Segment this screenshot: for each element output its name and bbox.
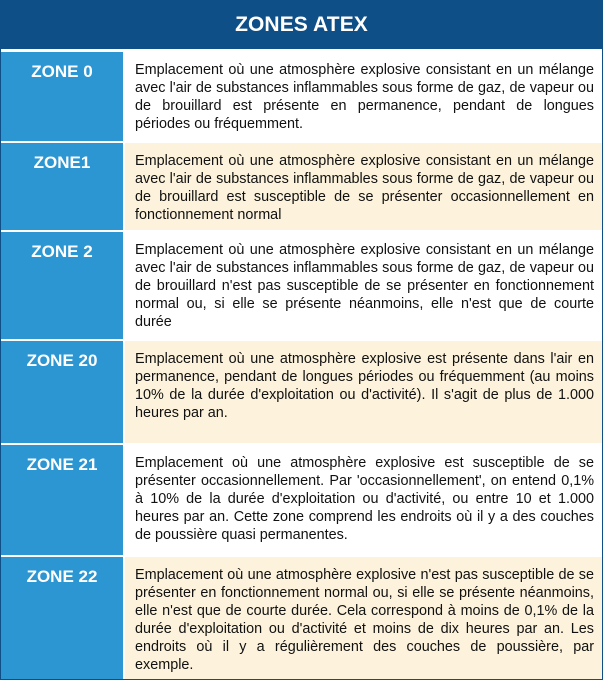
zone-label: ZONE 0: [1, 52, 125, 141]
table-row-zone-21: [1, 443, 602, 555]
table-title: ZONES ATEX: [1, 1, 602, 52]
zone-label: ZONE1: [1, 143, 125, 230]
table-body: [1, 52, 602, 679]
zone-description: Emplacement où une atmosphère explosive consistant en un mélange avec l'air de substances inflammables sous forme de gaz, de vapeur ou de brouillard n'est pas susceptible de se présenter en fonctionnement normal ou, si elle se présente néanmoins, elle n'est que de courte durée: [125, 232, 602, 339]
table-row-zone-20: [1, 339, 602, 443]
zone-description: Emplacement où une atmosphère explosive n'est pas susceptible de se présenter en fonctionnement normal ou, si elle se présente néanmoins, elle n'est que de courte durée. Cela correspond à moins de 0,1% de la durée d'exploitation ou d'activité et moins de dix heures par an. Les endroits où il y a régulièrement des couches de poussière, par exemple.: [125, 557, 602, 679]
table-row-zone-1: [1, 141, 602, 230]
zone-description: Emplacement où une atmosphère explosive consistant en un mélange avec l'air de substances inflammables sous forme de gaz, de vapeur ou de brouillard est susceptible de se présenter occasionnellement en fonctionnement normal: [125, 143, 602, 230]
table-row-zone-2: [1, 230, 602, 339]
table-row-zone-0: [1, 52, 602, 141]
zone-description: Emplacement où une atmosphère explosive est présente dans l'air en permanence, pendant de longues périodes ou fréquemment (au moins 10% de la durée d'exploitation ou d'activité). Il s'agit de plus de 1.000 heures par an.: [125, 341, 602, 443]
zone-label: ZONE 20: [1, 341, 125, 443]
table-row-zone-22: [1, 555, 602, 679]
zone-description: Emplacement où une atmosphère explosive consistant en un mélange avec l'air de substances inflammables sous forme de gaz, de vapeur ou de brouillard est présente en permanence, pendant de longues périodes ou fréquemment.: [125, 52, 602, 141]
zone-label: ZONE 21: [1, 445, 125, 555]
zone-label: ZONE 2: [1, 232, 125, 339]
zone-description: Emplacement où une atmosphère explosive est susceptible de se présenter occasionnellement. Par 'occasionnellement', on entend 0,1% à 10% de la durée d'exploitation ou d'activité, ou entre 10 et 1.000 heures par an. Cette zone comprend les endroits où il y a des couches de poussière quasi permanentes.: [125, 445, 602, 555]
zone-label: ZONE 22: [1, 557, 125, 679]
